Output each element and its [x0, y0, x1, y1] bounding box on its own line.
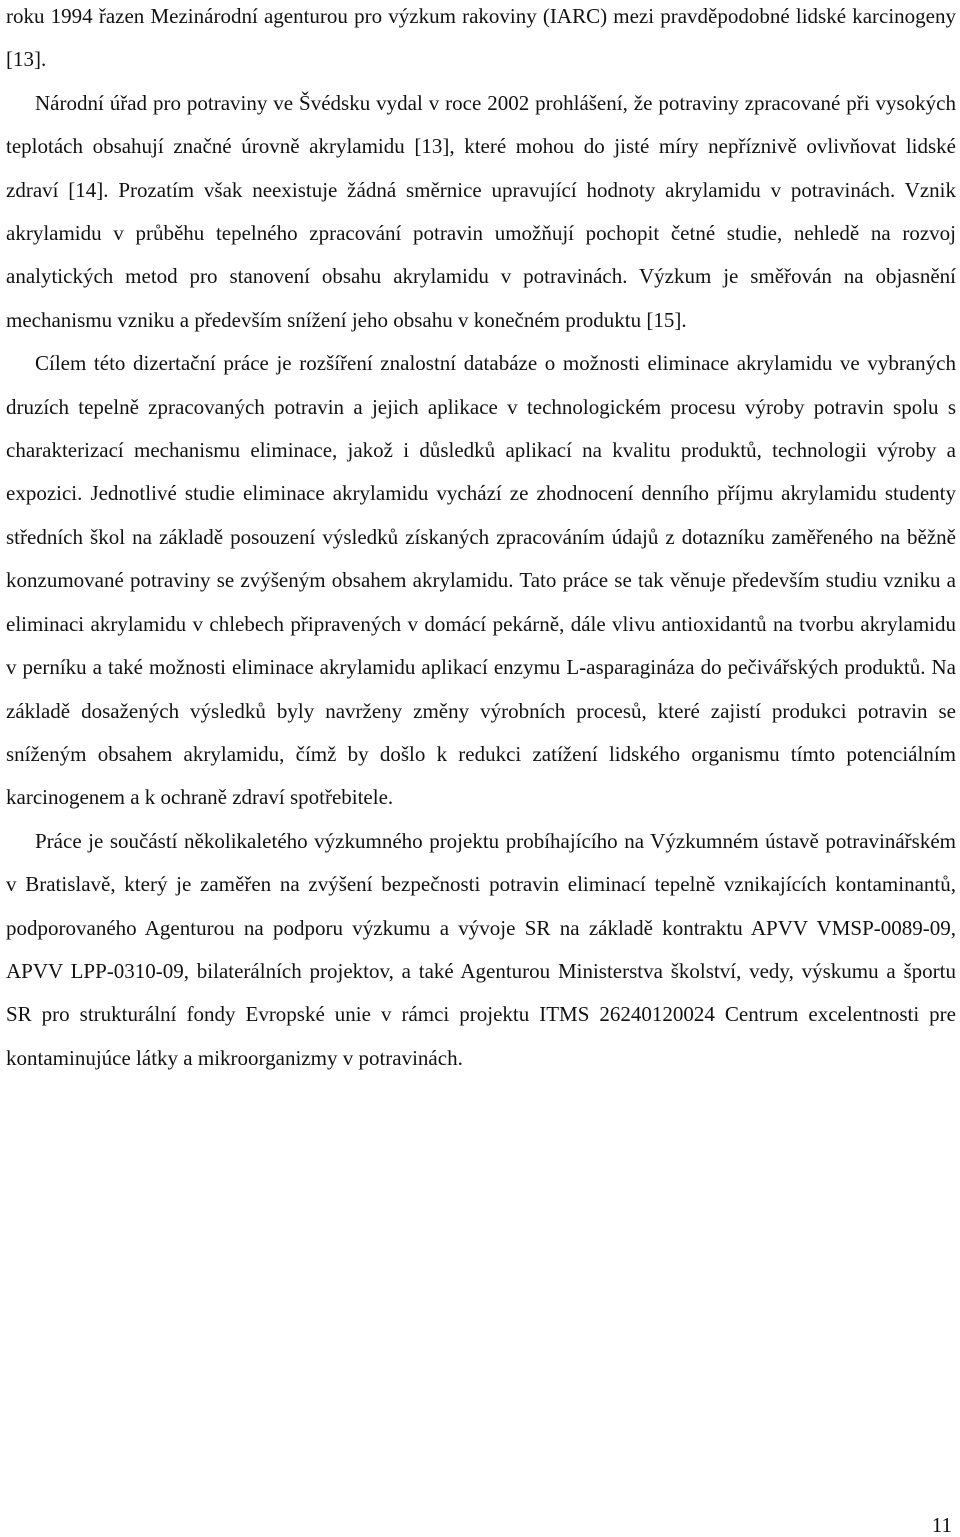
paragraph-project-funding: Práce je součástí několikaletého výzkumného projektu probíhajícího na Výzkumném ústavě potravinářském v Bratislavě, který je zaměřen na zvýšení bezpečnosti potravin eliminací tepelně vznikajících kontaminantů, podporovaného Agenturou na podporu výzkumu a vývoje SR na základě kontraktu APVV VMSP-0089-09, APVV LPP-0310-09, bilaterálních projektov, a také Agenturou Ministerstva školství, vedy, výskumu a športu SR pro strukturální fondy Evropské unie v rámci projektu ITMS 26240120024 Centrum excelentnosti pre kontaminujúce látky a mikroorganizmy v potravinách.	[6, 828, 956, 1070]
paragraph-swedish-food-agency: Národní úřad pro potraviny ve Švédsku vydal v roce 2002 prohlášení, že potraviny zpracované při vysokých teplotách obsahují značné úrovně akrylamidu [13], které mohou do jisté míry nepříznivě ovlivňovat lidské zdraví [14]. Prozatím však neexistuje žádná směrnice upravující hodnoty akrylamidu v potravinách. Vznik akrylamidu v průběhu tepelného zpracování potravin umožňují pochopit četné studie, nehledě na rozvoj analytických metod pro stanovení obsahu akrylamidu v potravinách. Výzkum je směřován na objasnění mechanismu vzniku a především snížení jeho obsahu v konečném produktu [15].	[6, 90, 956, 332]
page-number: 11	[931, 1513, 952, 1537]
paragraph-thesis-aim: Cílem této dizertační práce je rozšíření znalostní databáze o možnosti eliminace akrylamidu ve vybraných druzích tepelně zpracovaných potravin a jejich aplikace v technologickém procesu výroby potravin spolu s charakterizací mechanismu eliminace, jakož i důsledků aplikací na kvalitu produktů, technologii výroby a expozici. Jednotlivé studie eliminace akrylamidu vychází ze zhodnocení denního příjmu akrylamidu studenty středních škol na základě posouzení výsledků získaných zpracováním údajů z dotazníku zaměřeného na běžně konzumované potraviny se zvýšeným obsahem akrylamidu. Tato práce se tak věnuje především studiu vzniku a eliminaci akrylamidu v chlebech připravených v domácí pekárně, dále vlivu antioxidantů na tvorbu akrylamidu v perníku a také možnosti eliminace akrylamidu aplikací enzymu L-asparagináza do pečivářských produktů. Na základě dosažených výsledků byly navrženy změny výrobních procesů, které zajistí produkci potravin se sníženým obsahem akrylamidu, čímž by došlo k redukci zatížení lidského organismu tímto potenciálním karcinogenem a k ochraně zdraví spotřebitele.	[6, 351, 956, 810]
paragraph-continuation: roku 1994 řazen Mezinárodní agenturou pro výzkum rakoviny (IARC) mezi pravděpodobné lidské karcinogeny [13].	[6, 4, 956, 72]
document-page	[6, 0, 956, 1080]
